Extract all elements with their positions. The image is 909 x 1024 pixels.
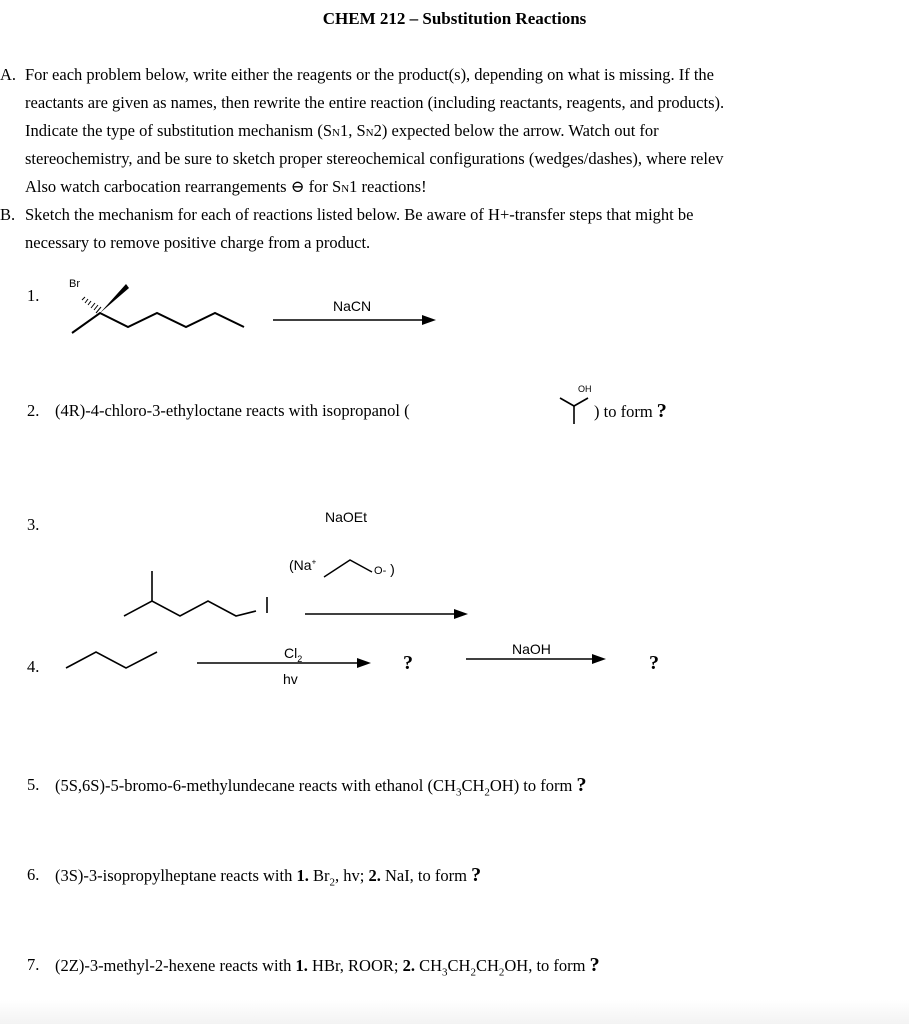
problem-3-structure bbox=[124, 571, 267, 616]
p1-carbon-chain bbox=[72, 313, 244, 333]
instruction-a-line-1: For each problem below, write either the reagents or the product(s), depending on what is missing. If the bbox=[25, 65, 714, 84]
instruction-a-marker: A. bbox=[0, 65, 17, 84]
problem-5-number: 5. bbox=[27, 775, 40, 794]
p3-ethoxide-oxygen: O- ) bbox=[374, 561, 395, 577]
problem-2-text: (4R)-4-chloro-3-ethyloctane reacts with isopropanol ( bbox=[55, 401, 410, 420]
problem-4-structure bbox=[66, 652, 157, 668]
instruction-b-line-1: Sketch the mechanism for each of reactions listed below. Be aware of H+-transfer steps that might be bbox=[25, 205, 694, 224]
instruction-b-marker: B. bbox=[0, 205, 16, 224]
page-title: CHEM 212 – Substitution Reactions bbox=[322, 9, 587, 28]
instruction-a-line-4: stereochemistry, and be sure to sketch proper stereochemical configurations (wedges/dashes), where relev bbox=[25, 149, 724, 168]
instruction-a-line-3: Indicate the type of substitution mechanism (SN1, SN2) expected below the arrow. Watch out for bbox=[25, 121, 659, 140]
p4-product-unknown: ? bbox=[649, 652, 659, 674]
p4-reagent-naoh: NaOH bbox=[512, 641, 551, 657]
problem-5-text: (5S,6S)-5-bromo-6-methylundecane reacts with ethanol $(CH_3CH_2OH)$ to form ? bbox=[55, 774, 587, 799]
problem-4-number: 4. bbox=[27, 657, 40, 676]
ethoxide-structure bbox=[324, 560, 372, 577]
problem-2-text-end: ) to form ? bbox=[594, 400, 667, 422]
p3-sodium-counterion: (Na+ bbox=[289, 557, 317, 573]
page-bottom-edge bbox=[0, 1000, 909, 1024]
isopropanol-structure bbox=[560, 398, 588, 424]
instruction-a-line-2: reactants are given as names, then rewrite the entire reaction (including reactants, reagents, and products). bbox=[25, 93, 725, 112]
problem-2-number: 2. bbox=[27, 401, 40, 420]
p4-reagent-chlorine: $Cl_2$ bbox=[284, 645, 303, 664]
instruction-a-line-5: Also watch carbocation rearrangements ⊖ for SN1 reactions! bbox=[25, 177, 427, 196]
p1-bromo-label: Br bbox=[69, 278, 80, 290]
problem-7-number: 7. bbox=[27, 955, 40, 974]
problem-6-text: (3S)-3-isopropylheptane reacts with 1. $Br_2$, hv; 2. NaI, to form ? bbox=[55, 864, 482, 889]
p4-reagent-light: hv bbox=[283, 671, 298, 687]
p3-reagent: NaOEt bbox=[325, 509, 368, 525]
problem-7-text: (2Z)-3-methyl-2-hexene reacts with 1. HBr, ROOR; 2. $CH_3CH_2CH_2OH$, to form ? bbox=[55, 954, 600, 979]
isopropanol-oh-label: OH bbox=[578, 384, 592, 394]
p1-reagent: NaCN bbox=[333, 298, 372, 314]
p3-arrow bbox=[305, 609, 468, 619]
p1-arrow bbox=[273, 315, 436, 325]
problem-3-number: 3. bbox=[27, 515, 40, 534]
p1-wedge-bond bbox=[100, 284, 129, 313]
problem-1-structure bbox=[72, 284, 244, 333]
instruction-b-line-2: necessary to remove positive charge from a product. bbox=[25, 233, 371, 252]
p1-dash-bond bbox=[82, 297, 101, 313]
p4-intermediate-unknown: ? bbox=[403, 652, 413, 674]
problem-1-number: 1. bbox=[27, 286, 40, 305]
problem-6-number: 6. bbox=[27, 865, 40, 884]
